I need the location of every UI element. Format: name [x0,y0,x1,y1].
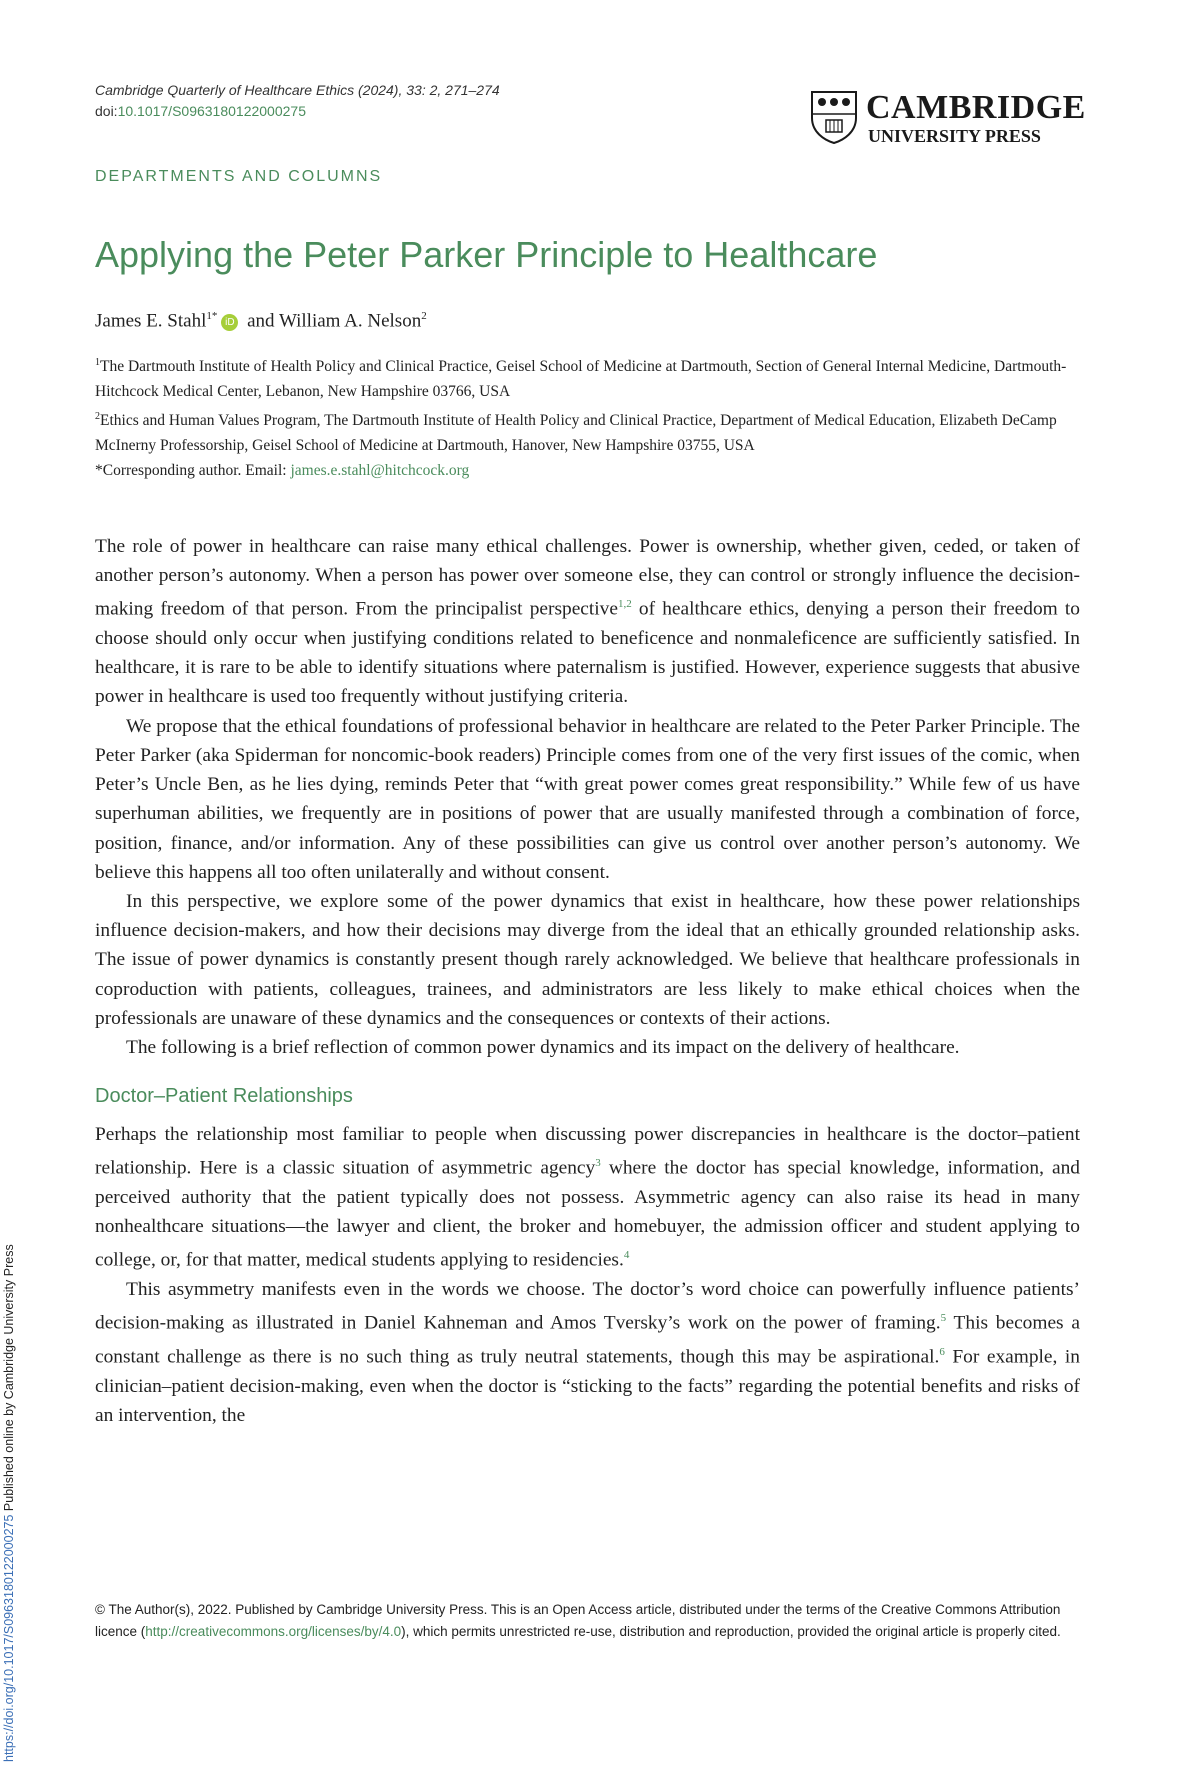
affil-text: Ethics and Human Values Program, The Dartmouth Institute of Health Policy and Clinical Practice, Department of Medical Education, Elizabeth DeCamp McInerny Professorship, Geisel School of Medicine at Dartmouth, Hanover, New Hampshire 03755, USA [95,412,1057,455]
doi-prefix: doi: [95,103,118,119]
license-footer [95,1599,1080,1643]
citation-link[interactable]: 3 [595,1157,601,1170]
side-margin-note [2,1244,16,1762]
journal-citation: Cambridge Quarterly of Healthcare Ethics (2024), 33: 2, 271–274 [95,82,500,98]
citation-link[interactable]: 1,2 [618,598,632,611]
author-affil-marker: 2 [421,310,427,322]
side-margin-text: Published online by Cambridge University Press [2,1244,16,1515]
section-tag: DEPARTMENTS AND COLUMNS [95,168,383,185]
article-title: Applying the Peter Parker Principle to Healthcare [95,234,878,275]
paragraph-text: where the doctor has special knowledge, information, and perceived authority that the patient typically does not possess. Asymmetric agency can also raise its head in many nonhealthcare situations—the lawyer and client, the broker and homebuyer, the admission officer and student applying to college, or, for that matter, medical students applying to residencies. [95,1157,1080,1271]
citation-link[interactable]: 4 [623,1249,630,1262]
paragraph [95,532,1080,712]
affil-marker: 2 [95,411,100,423]
affiliation [95,404,1080,458]
corr-label: *Corresponding author. Email: [95,462,291,480]
license-link[interactable]: http://creativecommons.org/licenses/by/4.0 [145,1624,402,1639]
paragraph-text: of healthcare ethics, denying a person their freedom to choose should only occur when justifying conditions related to beneficence and nonmaleficence are sufficiently satisfied. In healthcare, it is rare to be able to identify situations where paternalism is justified. However, experience suggests that abusive power in healthcare is used too frequently without justifying criteria. [95,598,1080,708]
license-text: ), which permits unrestricted re-use, distribution and reproduction, provided the original article is properly cited. [401,1624,1061,1639]
affiliation [95,350,1080,404]
paragraph [95,1120,1080,1275]
affil-marker: 1 [95,357,100,368]
corresponding-author [95,458,1080,483]
affil-text: The Dartmouth Institute of Health Policy and Clinical Practice, Geisel School of Medicine at Dartmouth, Section of General Internal Medicine, Dartmouth-Hitchcock Medical Center, Lebanon, New Hampshire 03766, USA [95,358,1067,401]
paragraph-text: For example, in clinician–patient decision-making, even when the doctor is “sticking to the facts” regarding the potential benefits and risks of an intervention, the [95,1346,1080,1426]
author-line [95,303,427,334]
orcid-icon[interactable]: iD [221,314,238,331]
affiliations [95,350,1080,483]
paragraph-text: This becomes a constant challenge as there is no such thing as truly neutral statements, though this may be aspirational. [95,1312,1080,1368]
author-affil-marker: 1* [206,310,218,322]
license-text: © The Author(s), 2022. Published by Cambridge University Press. This is an Open Access article, distributed under the terms of the Creative Commons Attribution licence ( [95,1602,1061,1639]
paragraph [95,1275,1080,1430]
side-doi-link[interactable]: https://doi.org/10.1017/S0963180122000275 [2,1514,16,1762]
paragraph-text: This asymmetry manifests even in the words we choose. The doctor’s word choice can powerfully influence patients’ decision-making as illustrated in Daniel Kahneman and Amos Tversky’s work on the power of framing. [95,1279,1080,1334]
author-name: William A. Nelson [278,310,422,332]
section-heading: Doctor–Patient Relationships [95,1085,353,1108]
corr-email-link[interactable]: james.e.stahl@hitchcock.org [290,462,470,480]
paragraph-text: Perhaps the relationship most familiar to people when discussing power discrepancies in healthcare is the doctor–patient relationship. Here is a classic situation of asymmetric agency [95,1124,1080,1179]
publisher-logo [808,88,1088,148]
author-name: James E. Stahl [95,310,207,332]
citation-link[interactable]: 6 [939,1345,945,1358]
paragraph: In this perspective, we explore some of the power dynamics that exist in healthcare, how these power relationships influence decision-makers, and how their decisions may diverge from the ideal that an ethically grounded relationship asks. The issue of power dynamics is constantly present though rarely acknowledged. We believe that healthcare professionals in coproduction with patients, colleagues, trainees, and administrators are less likely to make ethical choices when the professionals are unaware of these dynamics and the consequences or contexts of their actions. [95,890,1080,1029]
author-connector: and [242,310,279,332]
citation-link[interactable]: 5 [940,1312,947,1325]
cambridge-crest-icon [808,88,860,144]
paragraph-text: The role of power in healthcare can raise many ethical challenges. Power is ownership, whether given, ceded, or taken of another person’s autonomy. When a person has power over someone else, they can control or strongly influence the decision-making freedom of that person. From the principalist perspective [95,536,1080,620]
doi-link[interactable]: 10.1017/S0963180122000275 [117,103,306,119]
article-body [95,532,1080,1430]
publisher-subname: UNIVERSITY PRESS [868,126,1041,146]
paragraph: We propose that the ethical foundations of professional behavior in healthcare are related to the Peter Parker Principle. The Peter Parker (aka Spiderman for noncomic-book readers) Principle comes from one of the very first issues of the comic, when Peter’s Uncle Ben, as he lies dying, reminds Peter that “with great power comes great responsibility.” While few of us have superhuman abilities, we frequently are in positions of power that are usually manifested through a combination of force, position, finance, and/or information. Any of these possibilities can give us control over another person’s autonomy. We believe this happens all too often unilaterally and without consent. [95,715,1080,883]
paragraph: The following is a brief reflection of common power dynamics and its impact on the delivery of healthcare. [126,1036,960,1058]
publisher-name: CAMBRIDGE [866,89,1086,126]
